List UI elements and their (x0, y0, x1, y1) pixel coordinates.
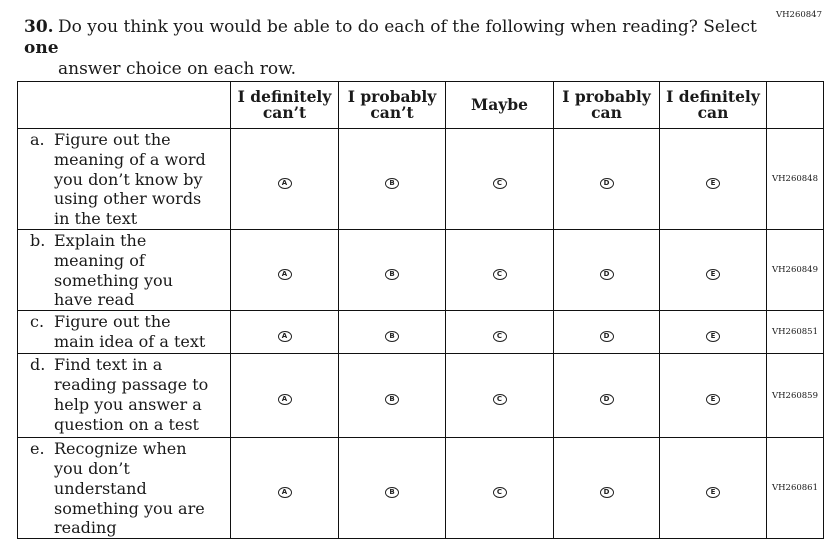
column-header-4 (554, 82, 660, 129)
header-row (18, 82, 824, 129)
answer-bubble-d[interactable]: D (600, 487, 614, 498)
answer-bubble-d[interactable]: D (600, 331, 614, 342)
question-id-code: VH260847 (776, 10, 822, 20)
answer-cell (446, 230, 554, 311)
answer-cell (660, 230, 767, 311)
answer-cell (660, 438, 767, 539)
answer-cell (554, 438, 660, 539)
column-header-2 (339, 82, 446, 129)
answer-bubble-c[interactable]: C (493, 331, 507, 342)
item-row (18, 230, 824, 311)
answer-cell (554, 311, 660, 354)
answer-bubble-c[interactable]: C (493, 178, 507, 189)
answer-cell (339, 438, 446, 539)
answer-cell (554, 230, 660, 311)
column-header-line2: can’t (262, 103, 307, 122)
column-header-line2: can (591, 103, 622, 122)
item-letter: c. (30, 312, 45, 332)
answer-bubble-c[interactable]: C (493, 487, 507, 498)
column-header-line1: I definitely (237, 87, 332, 106)
answer-bubble-d[interactable]: D (600, 269, 614, 280)
answer-cell (554, 129, 660, 230)
item-id-code: VH260861 (767, 438, 824, 539)
column-header-line1: Maybe (471, 95, 528, 114)
item-letter: a. (30, 130, 45, 149)
answer-bubble-a[interactable]: A (278, 331, 292, 342)
item-statement (18, 129, 231, 230)
response-grid (17, 81, 824, 539)
answer-cell (231, 311, 339, 354)
answer-bubble-e[interactable]: E (706, 178, 720, 189)
answer-bubble-e[interactable]: E (706, 394, 720, 405)
answer-bubble-a[interactable]: A (278, 487, 292, 498)
question-prompt (24, 17, 784, 80)
item-letter: e. (30, 439, 45, 459)
item-row (18, 354, 824, 438)
answer-bubble-c[interactable]: C (493, 394, 507, 405)
answer-cell (339, 354, 446, 438)
column-header-1 (231, 82, 339, 129)
question-emphasis: one (24, 38, 59, 58)
item-letter: d. (30, 355, 46, 375)
answer-bubble-c[interactable]: C (493, 269, 507, 280)
question-text-line1: Do you think you would be able to do each of the following when reading? Select (58, 17, 757, 37)
answer-cell (339, 129, 446, 230)
header-blank (18, 82, 231, 129)
answer-cell (660, 311, 767, 354)
item-statement (18, 354, 231, 438)
item-statement (18, 230, 231, 311)
item-statement (18, 311, 231, 354)
answer-cell (339, 230, 446, 311)
column-header-5 (660, 82, 767, 129)
column-header-line2: can’t (370, 103, 414, 122)
column-header-line1: I probably (562, 87, 651, 106)
answer-cell (446, 129, 554, 230)
column-header-line1: I probably (347, 87, 437, 106)
answer-cell (231, 438, 339, 539)
item-row (18, 438, 824, 539)
item-text: Recognize when you don’t understand something you are reading (54, 439, 205, 538)
item-text: Figure out the meaning of a word you don’t know by using other words in the text (54, 130, 206, 229)
item-text: Explain the meaning of something you have read (54, 231, 173, 310)
item-id-code: VH260859 (767, 354, 824, 438)
column-header-line2: can (697, 103, 729, 122)
answer-bubble-d[interactable]: D (600, 178, 614, 189)
answer-cell (231, 129, 339, 230)
item-id-code: VH260848 (767, 129, 824, 230)
answer-bubble-e[interactable]: E (706, 269, 720, 280)
column-header-3 (446, 82, 554, 129)
answer-cell (339, 311, 446, 354)
item-id-code: VH260851 (767, 311, 824, 354)
answer-cell (446, 438, 554, 539)
answer-bubble-a[interactable]: A (278, 269, 292, 280)
answer-cell (554, 354, 660, 438)
question-number: 30. (24, 17, 54, 37)
answer-bubble-b[interactable]: B (385, 394, 399, 405)
item-row (18, 129, 824, 230)
item-statement (18, 438, 231, 539)
item-text: Find text in a reading passage to help you answer a question on a test (54, 355, 209, 434)
item-id-code: VH260849 (767, 230, 824, 311)
answer-cell (231, 230, 339, 311)
column-header-line1: I definitely (666, 87, 760, 106)
answer-cell (446, 311, 554, 354)
answer-bubble-b[interactable]: B (385, 331, 399, 342)
item-text: Figure out the main idea of a text (54, 312, 206, 351)
answer-cell (446, 354, 554, 438)
answer-bubble-e[interactable]: E (706, 331, 720, 342)
answer-bubble-d[interactable]: D (600, 394, 614, 405)
answer-bubble-a[interactable]: A (278, 394, 292, 405)
answer-bubble-b[interactable]: B (385, 178, 399, 189)
answer-cell (660, 354, 767, 438)
answer-bubble-a[interactable]: A (278, 178, 292, 189)
answer-bubble-b[interactable]: B (385, 487, 399, 498)
item-row (18, 311, 824, 354)
answer-bubble-e[interactable]: E (706, 487, 720, 498)
answer-cell (231, 354, 339, 438)
item-letter: b. (30, 231, 46, 250)
question-text-line2: answer choice on each row. (58, 59, 297, 79)
answer-cell (660, 129, 767, 230)
header-code-column (767, 82, 824, 129)
answer-bubble-b[interactable]: B (385, 269, 399, 280)
